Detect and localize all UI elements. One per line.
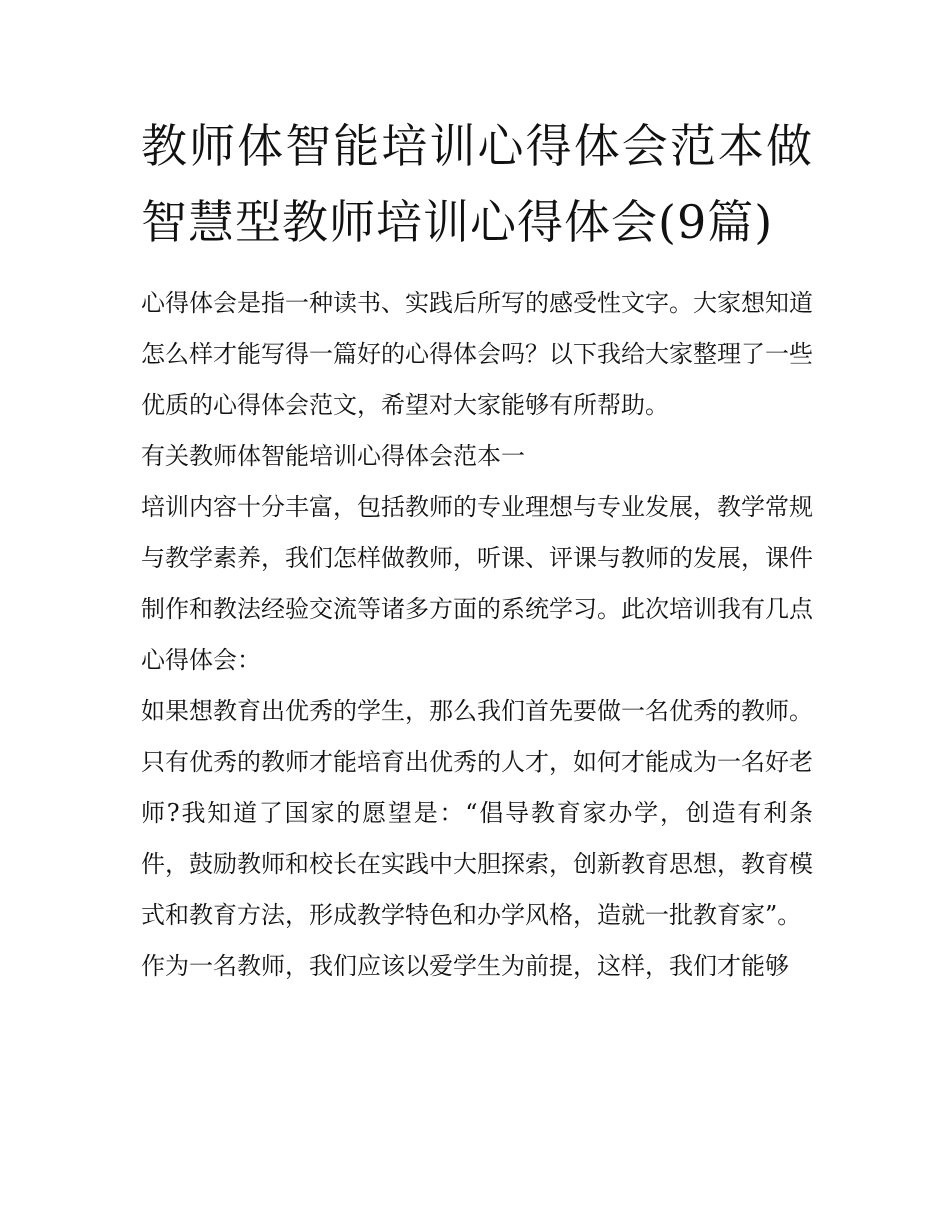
document-body xyxy=(141,278,813,992)
body-paragraph: 作为一名教师，我们应该以爱学生为前提，这样，我们才能够 xyxy=(141,952,789,980)
document-title: 教师体智能培训心得体会范本做智慧型教师培训心得体会(9篇) xyxy=(141,119,813,249)
body-paragraph: 如果想教育出优秀的学生，那么我们首先要做一名优秀的教师。只有优秀的教师才能培育出优秀的人才，如何才能成为一名好老师?我知道了国家的愿望是：“倡导教育家办学，创造有利条件，鼓励教师和校长在实践中大胆探索，创新教育思想，教育模式和教育方法，形成教学特色和办学风格，造就一批教育家”。 xyxy=(141,697,813,929)
section-heading: 有关教师体智能培训心得体会范本一 xyxy=(141,442,525,470)
document-page xyxy=(141,108,813,992)
body-paragraph: 培训内容十分丰富，包括教师的专业理想与专业发展，教学常规与教学素养，我们怎样做教师，听课、评课与教师的发展，课件制作和教法经验交流等诸多方面的系统学习。此次培训我有几点心得体会： xyxy=(141,493,813,674)
intro-paragraph: 心得体会是指一种读书、实践后所写的感受性文字。大家想知道怎么样才能写得一篇好的心得体会吗？以下我给大家整理了一些优质的心得体会范文，希望对大家能够有所帮助。 xyxy=(141,289,813,419)
